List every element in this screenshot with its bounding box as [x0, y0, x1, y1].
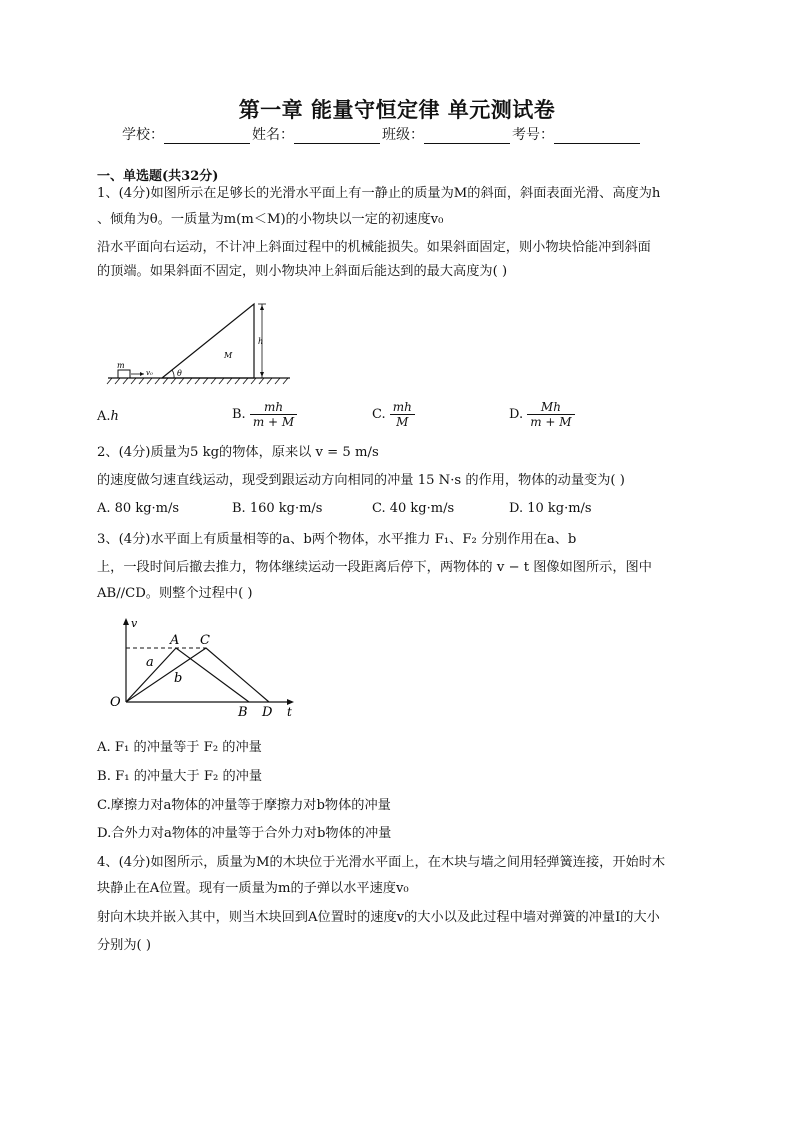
- exam-number-field[interactable]: [554, 127, 640, 144]
- q4-line-3: 射向木块并嵌入其中，则当木块回到A位置时的速度v的大小以及此过程中墙对弹簧的冲量I的大小: [97, 910, 660, 925]
- q4-line-2: 块静止在A位置。现有一质量为m的子弹以水平速度v₀: [97, 881, 409, 896]
- q3-point-D: D: [262, 705, 273, 720]
- q3-origin-label: O: [110, 695, 121, 710]
- school-label: 学校：: [122, 127, 164, 143]
- q1-fig-label-theta: θ: [177, 369, 182, 378]
- q1-fig-label-M: M: [224, 351, 233, 360]
- q1-option-a-label: A.: [97, 409, 111, 424]
- class-label: 班级：: [382, 127, 424, 143]
- q3-vt-graph: [104, 614, 300, 720]
- q1-option-b-numerator: mh: [250, 400, 297, 415]
- q1-option-c[interactable]: [372, 400, 415, 429]
- q1-option-d-numerator: Mh: [527, 400, 574, 415]
- q3-option-d[interactable]: D.合外力对a物体的冲量等于合外力对b物体的冲量: [97, 826, 392, 841]
- class-field[interactable]: [424, 127, 510, 144]
- q1-incline-figure: [104, 298, 296, 390]
- q1-option-c-denominator: M: [396, 415, 409, 429]
- q3-line-label-b: b: [174, 671, 183, 686]
- q2-option-a[interactable]: A. 80 kg·m/s: [97, 501, 180, 516]
- exam-number-label: 考号：: [512, 127, 554, 143]
- section-heading: 一、单选题(共32分): [97, 169, 219, 184]
- q3-point-C: C: [200, 633, 210, 648]
- q1-option-d-label: D.: [509, 407, 524, 422]
- q3-line-1: 3、(4分)水平面上有质量相等的a、b两个物体，水平推力 F₁、F₂ 分别作用在a、b: [97, 532, 577, 547]
- q4-line-4: 分别为( ): [97, 938, 152, 953]
- q1-option-d-fraction: [527, 400, 574, 429]
- q1-line-3: 沿水平面向右运动，不计冲上斜面过程中的机械能损失。如果斜面固定，则小物块恰能冲到斜面: [97, 240, 651, 255]
- q1-option-c-fraction: [390, 400, 415, 429]
- q1-option-b[interactable]: [232, 400, 297, 429]
- q1-option-b-fraction: [250, 400, 297, 429]
- q1-fig-label-h: h: [258, 337, 264, 346]
- q3-axis-label-v: v: [131, 617, 138, 630]
- q1-option-a[interactable]: [97, 409, 119, 424]
- q1-fig-label-m: m: [117, 361, 125, 370]
- student-info-line: [122, 124, 682, 144]
- q2-line-2: 的速度做匀速直线运动，现受到跟运动方向相同的冲量 15 N·s 的作用，物体的动量变为( ): [97, 473, 625, 488]
- q3-axis-label-t: t: [287, 705, 292, 719]
- q1-option-b-label: B.: [232, 407, 246, 422]
- page-title: 第一章 能量守恒定律 单元测试卷: [238, 97, 556, 122]
- q1-line-1: 1、(4分)如图所示在足够长的光滑水平面上有一静止的质量为M的斜面，斜面表面光滑、高度为h: [97, 186, 661, 201]
- q1-option-c-label: C.: [372, 407, 386, 422]
- q2-option-d[interactable]: D. 10 kg·m/s: [509, 501, 592, 516]
- q3-line-3: AB//CD。则整个过程中( ): [97, 586, 253, 601]
- q3-option-b[interactable]: B. F₁ 的冲量大于 F₂ 的冲量: [97, 769, 263, 784]
- q4-line-1: 4、(4分)如图所示，质量为M的木块位于光滑水平面上，在木块与墙之间用轻弹簧连接，开始时木: [97, 855, 666, 870]
- q3-line-2: 上，一段时间后撤去推力，物体继续运动一段距离后停下，两物体的 v − t 图像如图所示，图中: [97, 560, 652, 575]
- q1-option-a-value: h: [110, 409, 119, 424]
- q3-option-a[interactable]: A. F₁ 的冲量等于 F₂ 的冲量: [97, 740, 262, 755]
- q2-option-b[interactable]: B. 160 kg·m/s: [232, 501, 323, 516]
- q3-point-B: B: [238, 705, 248, 720]
- name-field[interactable]: [294, 127, 380, 144]
- q1-line-2: 、倾角为θ。一质量为m(m＜M)的小物块以一定的初速度v₀: [97, 212, 444, 227]
- school-field[interactable]: [164, 127, 250, 144]
- q1-option-b-denominator: m + M: [252, 415, 295, 429]
- q1-option-c-numerator: mh: [390, 400, 415, 415]
- q3-point-A: A: [170, 633, 180, 648]
- q1-line-4: 的顶端。如果斜面不固定，则小物块冲上斜面后能达到的最大高度为( ): [97, 264, 508, 279]
- name-label: 姓名：: [252, 127, 294, 143]
- q1-option-d-denominator: m + M: [530, 415, 572, 429]
- q1-fig-label-v0: v₀: [146, 369, 153, 377]
- q1-option-d[interactable]: [509, 400, 575, 429]
- q3-option-c[interactable]: C.摩擦力对a物体的冲量等于摩擦力对b物体的冲量: [97, 798, 391, 813]
- q2-option-c[interactable]: C. 40 kg·m/s: [372, 501, 455, 516]
- q3-line-label-a: a: [146, 655, 154, 670]
- q2-line-1: 2、(4分)质量为5 kg的物体，原来以 v = 5 m/s: [97, 445, 379, 460]
